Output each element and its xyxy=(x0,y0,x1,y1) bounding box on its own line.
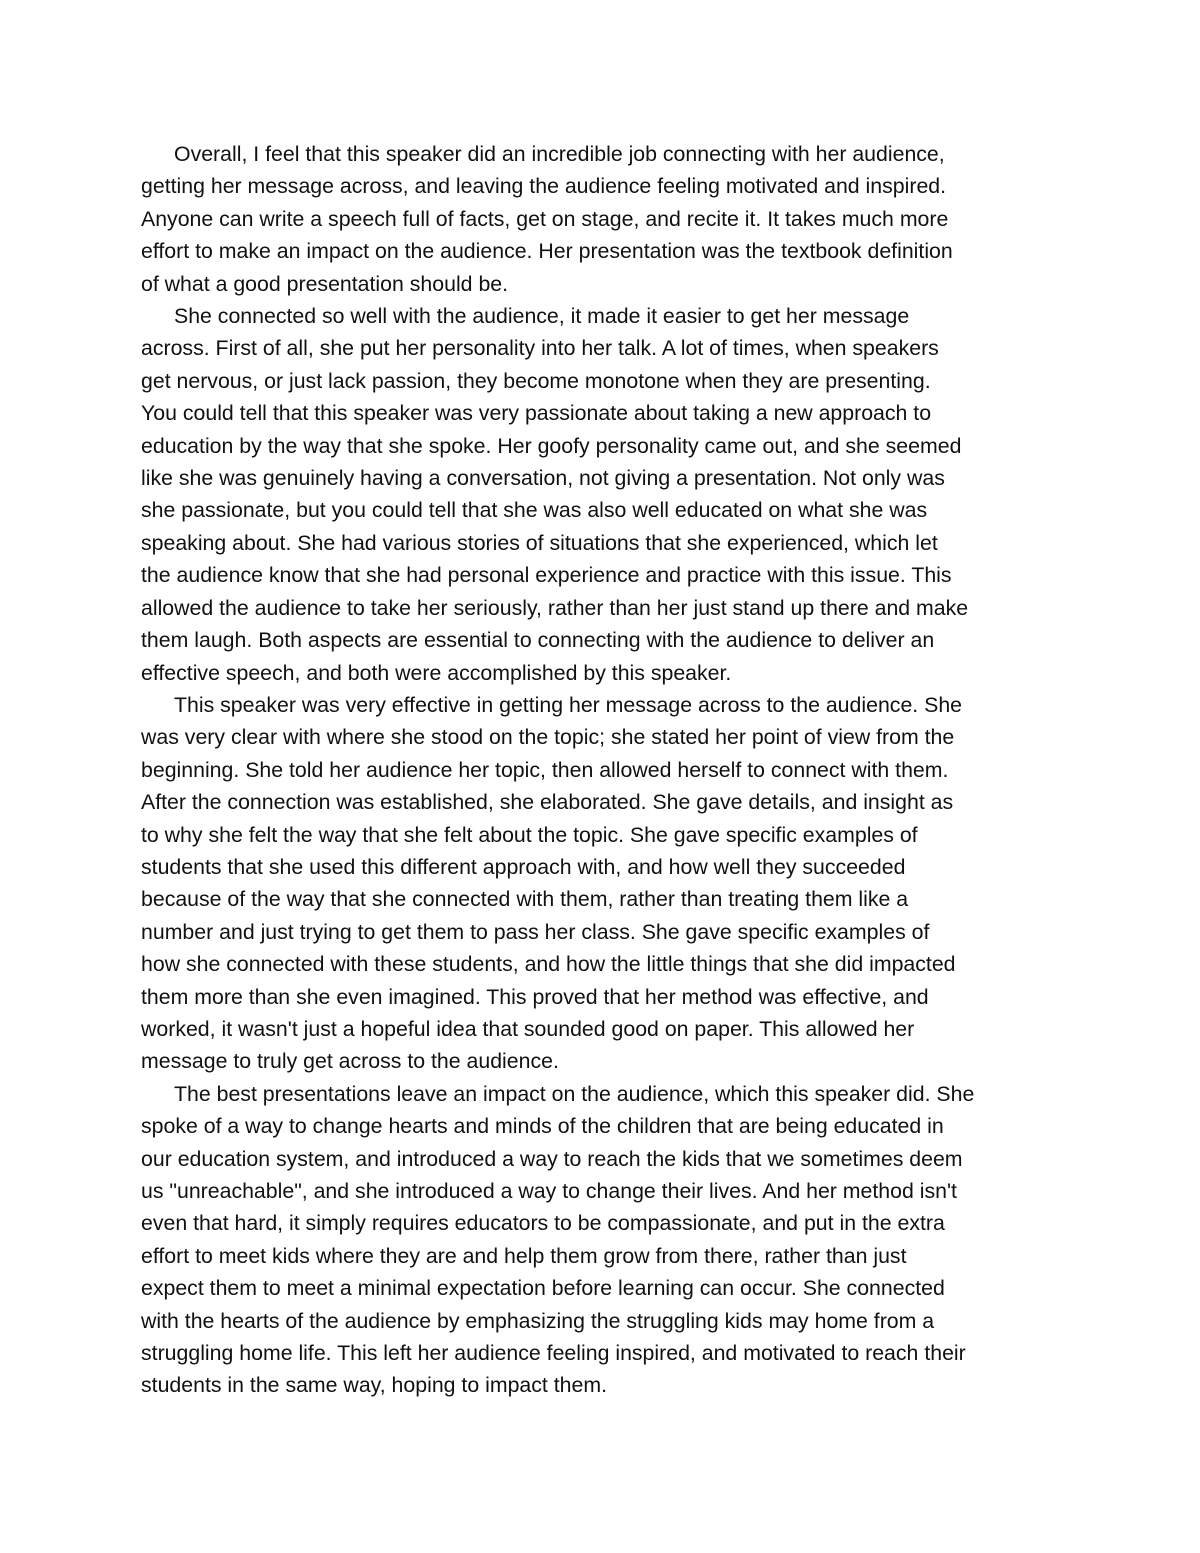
text-line: beginning. She told her audience her topic, then allowed herself to connect with them. xyxy=(141,757,949,782)
paragraph xyxy=(141,689,1066,1078)
text-line: allowed the audience to take her seriously, rather than her just stand up there and make xyxy=(141,595,969,620)
text-line: The best presentations leave an impact on the audience, which this speaker did. She xyxy=(174,1081,975,1106)
paragraph xyxy=(141,1078,1066,1402)
text-line: worked, it wasn't just a hopeful idea that sounded good on paper. This allowed her xyxy=(141,1016,915,1041)
text-line: us "unreachable", and she introduced a way to change their lives. And her method isn't xyxy=(141,1179,957,1203)
text-line: with the hearts of the audience by emphasizing the struggling kids may home from a xyxy=(141,1308,935,1333)
text-line: our education system, and introduced a way to reach the kids that we sometimes deem xyxy=(141,1146,963,1171)
text-line: the audience know that she had personal experience and practice with this issue. This xyxy=(141,563,952,588)
text-line: to why she felt the way that she felt about the topic. She gave specific examples of xyxy=(141,822,918,847)
text-line: effective speech, and both were accomplished by this speaker. xyxy=(141,660,732,685)
text-line: message to truly get across to the audience. xyxy=(141,1049,559,1074)
text-line: getting her message across, and leaving the audience feeling motivated and inspired. xyxy=(141,174,947,199)
text-line: effort to make an impact on the audience. Her presentation was the textbook definition xyxy=(141,239,953,264)
paragraph xyxy=(141,300,1066,689)
text-line: how she connected with these students, and how the little things that she did impacted xyxy=(141,952,956,977)
text-line: like she was genuinely having a conversation, not giving a presentation. Not only was xyxy=(141,466,945,491)
text-line: Overall, I feel that this speaker did an incredible job connecting with her audience, xyxy=(174,142,945,166)
text-line: expect them to meet a minimal expectation before learning can occur. She connected xyxy=(141,1276,945,1301)
text-line: spoke of a way to change hearts and minds of the children that are being educated in xyxy=(141,1114,944,1139)
text-line: them more than she even imagined. This proved that her method was effective, and xyxy=(141,984,929,1009)
text-line: of what a good presentation should be. xyxy=(141,271,509,296)
text-line: was very clear with where she stood on the topic; she stated her point of view from the xyxy=(141,725,955,750)
text-line: number and just trying to get them to pass her class. She gave specific examples of xyxy=(141,919,930,944)
text-line: struggling home life. This left her audience feeling inspired, and motivated to reach their xyxy=(141,1341,966,1366)
text-line: across. First of all, she put her personality into her talk. A lot of times, when speakers xyxy=(141,336,939,361)
text-line: This speaker was very effective in getting her message across to the audience. She xyxy=(174,692,963,717)
text-line: You could tell that this speaker was very passionate about taking a new approach to xyxy=(141,401,932,426)
text-line: students in the same way, hoping to impact them. xyxy=(141,1373,608,1398)
text-line: She connected so well with the audience, it made it easier to get her message xyxy=(174,304,910,329)
text-line: After the connection was established, she elaborated. She gave details, and insight as xyxy=(141,790,954,815)
text-line: Anyone can write a speech full of facts, get on stage, and recite it. It takes much more xyxy=(141,206,949,231)
text-line: she passionate, but you could tell that she was also well educated on what she was xyxy=(141,498,928,523)
text-line: them laugh. Both aspects are essential to connecting with the audience to deliver an xyxy=(141,628,935,653)
document-page xyxy=(141,138,1066,1402)
text-line: students that she used this different approach with, and how well they succeeded xyxy=(141,854,906,879)
text-line: effort to meet kids where they are and help them grow from there, rather than just xyxy=(141,1243,907,1268)
text-line: even that hard, it simply requires educators to be compassionate, and put in the extra xyxy=(141,1211,945,1236)
text-line: because of the way that she connected with them, rather than treating them like a xyxy=(141,887,909,912)
text-line: speaking about. She had various stories of situations that she experienced, which let xyxy=(141,530,938,555)
paragraph xyxy=(141,138,1066,300)
text-line: education by the way that she spoke. Her goofy personality came out, and she seemed xyxy=(141,433,962,458)
text-line: get nervous, or just lack passion, they become monotone when they are presenting. xyxy=(141,368,931,393)
